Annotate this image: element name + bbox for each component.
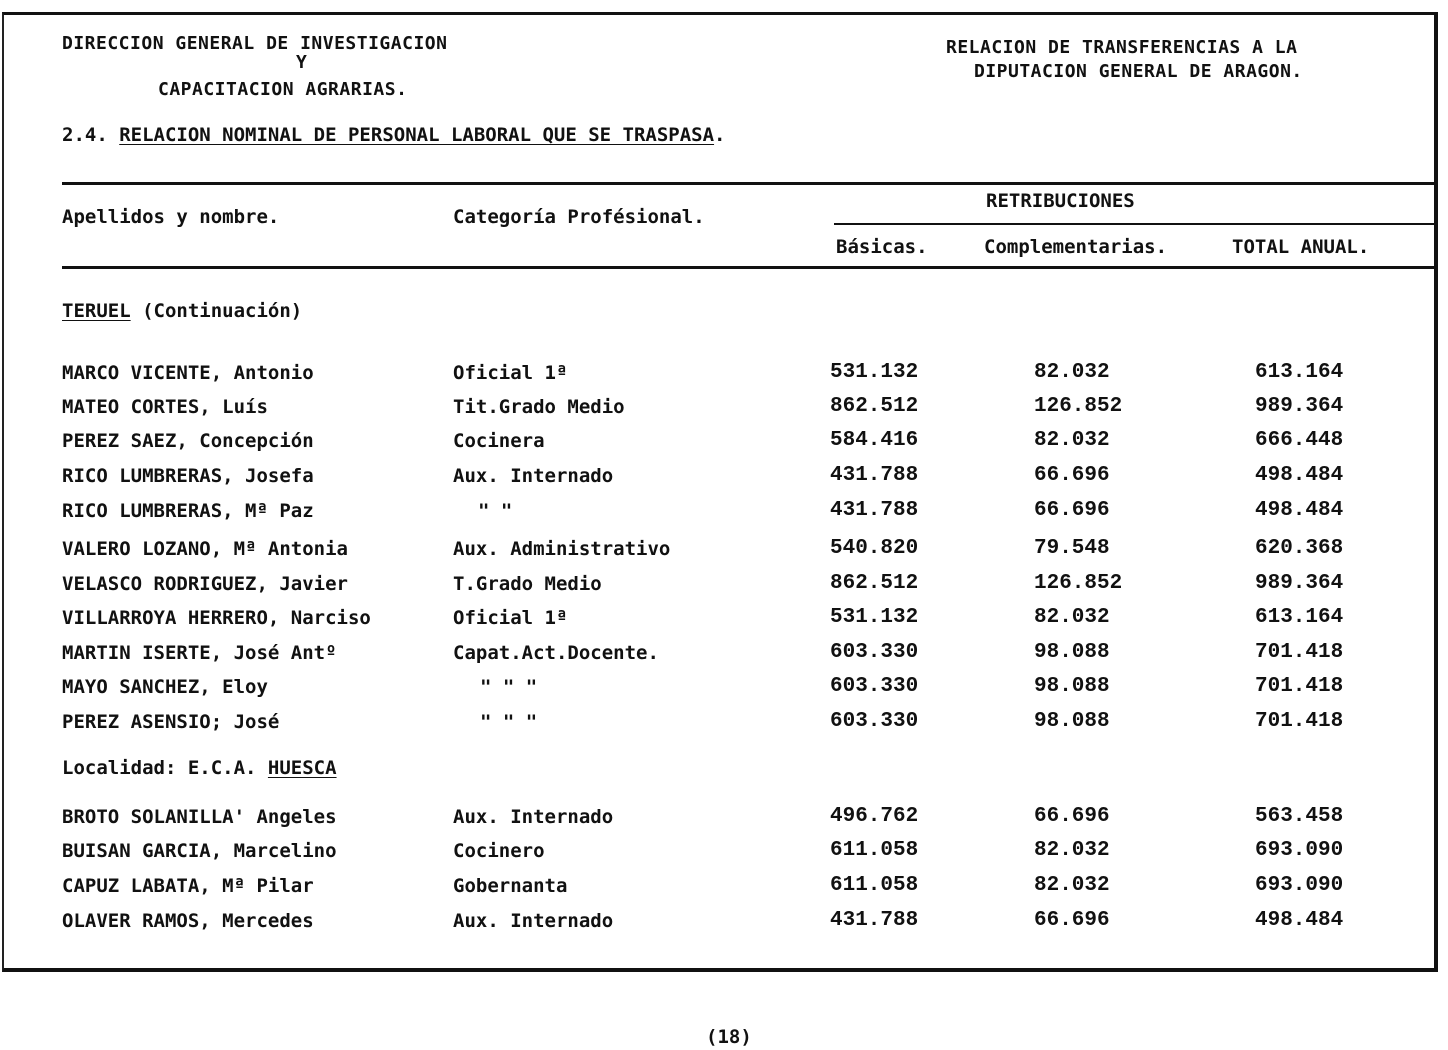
header-left-line3: CAPACITACION AGRARIAS. — [158, 79, 408, 100]
total-annual: 989.364 — [1255, 572, 1344, 595]
complementary-salary: 66.696 — [1034, 909, 1110, 932]
basic-salary: 540.820 — [830, 537, 919, 560]
table-top-rule — [62, 182, 1438, 185]
employee-category: Aux. Internado — [453, 910, 614, 932]
table-row — [0, 875, 1448, 909]
header-right-line2: DIPUTACION GENERAL DE ARAGON. — [974, 61, 1303, 82]
employee-name: MATEO CORTES, Luís — [62, 396, 268, 418]
section-teruel-place: TERUEL — [62, 300, 131, 322]
employee-name: CAPUZ LABATA, Mª Pilar — [62, 875, 314, 897]
employee-name: MARTIN ISERTE, José Antº — [62, 642, 337, 664]
basic-salary: 603.330 — [830, 675, 919, 698]
employee-category: Oficial 1ª — [453, 362, 568, 384]
table-row — [0, 396, 1448, 430]
total-annual: 693.090 — [1255, 874, 1344, 897]
table-row — [0, 362, 1448, 396]
employee-name: MAYO SANCHEZ, Eloy — [62, 676, 268, 698]
table-row — [0, 806, 1448, 840]
column-header-name: Apellidos y nombre. — [62, 206, 280, 228]
complementary-salary: 98.088 — [1034, 641, 1110, 664]
header-left-line2: Y — [296, 52, 308, 73]
header-left-line1: DIRECCION GENERAL DE INVESTIGACION — [62, 33, 448, 54]
table-row — [0, 711, 1448, 745]
employee-name: MARCO VICENTE, Antonio — [62, 362, 314, 384]
section-teruel-note: (Continuación) — [142, 300, 303, 322]
employee-category: Aux. Internado — [453, 806, 614, 828]
complementary-salary: 126.852 — [1034, 395, 1123, 418]
complementary-salary: 82.032 — [1034, 874, 1110, 897]
basic-salary: 496.762 — [830, 805, 919, 828]
employee-name: OLAVER RAMOS, Mercedes — [62, 910, 314, 932]
section-huesca-heading — [62, 757, 337, 779]
employee-category: " " — [478, 500, 513, 522]
complementary-salary: 126.852 — [1034, 572, 1123, 595]
employee-category: " " " — [480, 676, 538, 698]
employee-category: Aux. Internado — [453, 465, 614, 487]
table-row — [0, 607, 1448, 641]
table-row — [0, 910, 1448, 944]
page-number: (18) — [706, 1026, 752, 1048]
total-annual: 613.164 — [1255, 606, 1344, 629]
employee-category: Gobernanta — [453, 875, 568, 897]
basic-salary: 603.330 — [830, 710, 919, 733]
complementary-salary: 79.548 — [1034, 537, 1110, 560]
basic-salary: 531.132 — [830, 361, 919, 384]
header-right-line1: RELACION DE TRANSFERENCIAS A LA — [946, 37, 1298, 58]
total-annual: 989.364 — [1255, 395, 1344, 418]
employee-name: RICO LUMBRERAS, Josefa — [62, 465, 314, 487]
employee-category: Cocinera — [453, 430, 545, 452]
table-row — [0, 573, 1448, 607]
basic-salary: 431.788 — [830, 464, 919, 487]
table-row — [0, 430, 1448, 464]
table-header-bottom-rule — [62, 266, 1438, 269]
table-row — [0, 500, 1448, 534]
column-header-total: TOTAL ANUAL. — [1232, 236, 1370, 258]
employee-name: BROTO SOLANILLA' Angeles — [62, 806, 337, 828]
total-annual: 701.418 — [1255, 675, 1344, 698]
complementary-salary: 66.696 — [1034, 464, 1110, 487]
section-teruel-heading — [62, 300, 302, 322]
table-row — [0, 538, 1448, 572]
basic-salary: 531.132 — [830, 606, 919, 629]
column-header-category: Categoría Profésional. — [453, 206, 705, 228]
column-header-complementary: Complementarias. — [984, 236, 1168, 258]
basic-salary: 611.058 — [830, 839, 919, 862]
total-annual: 498.484 — [1255, 909, 1344, 932]
section-title: RELACION NOMINAL DE PERSONAL LABORAL QUE SE TRASPASA — [119, 124, 715, 146]
basic-salary: 584.416 — [830, 429, 919, 452]
complementary-salary: 82.032 — [1034, 839, 1110, 862]
employee-name: PEREZ ASENSIO; José — [62, 711, 280, 733]
employee-category: Cocinero — [453, 840, 545, 862]
section-huesca-place: HUESCA — [267, 757, 337, 779]
employee-category: Oficial 1ª — [453, 607, 568, 629]
employee-name: BUISAN GARCIA, Marcelino — [62, 840, 337, 862]
column-header-basic: Básicas. — [836, 236, 928, 258]
total-annual: 563.458 — [1255, 805, 1344, 828]
total-annual: 613.164 — [1255, 361, 1344, 384]
employee-name: VALERO LOZANO, Mª Antonia — [62, 538, 348, 560]
employee-category: " " " — [480, 711, 538, 733]
table-row — [0, 465, 1448, 499]
table-row — [0, 840, 1448, 874]
total-annual: 693.090 — [1255, 839, 1344, 862]
total-annual: 666.448 — [1255, 429, 1344, 452]
complementary-salary: 98.088 — [1034, 710, 1110, 733]
employee-category: T.Grado Medio — [453, 573, 602, 595]
complementary-salary: 98.088 — [1034, 675, 1110, 698]
section-huesca-label: Localidad: E.C.A. — [62, 757, 257, 779]
complementary-salary: 82.032 — [1034, 361, 1110, 384]
section-heading — [62, 124, 726, 146]
basic-salary: 431.788 — [830, 909, 919, 932]
column-group-header-retribuciones: RETRIBUCIONES — [986, 190, 1135, 212]
section-number: 2.4. — [62, 124, 108, 146]
employee-name: VELASCO RODRIGUEZ, Javier — [62, 573, 348, 595]
basic-salary: 611.058 — [830, 874, 919, 897]
complementary-salary: 66.696 — [1034, 499, 1110, 522]
employee-name: PEREZ SAEZ, Concepción — [62, 430, 314, 452]
table-row — [0, 676, 1448, 710]
table-row — [0, 642, 1448, 676]
total-annual: 620.368 — [1255, 537, 1344, 560]
group-header-rule — [834, 223, 1438, 225]
basic-salary: 862.512 — [830, 572, 919, 595]
total-annual: 498.484 — [1255, 499, 1344, 522]
basic-salary: 862.512 — [830, 395, 919, 418]
total-annual: 701.418 — [1255, 710, 1344, 733]
complementary-salary: 82.032 — [1034, 429, 1110, 452]
employee-category: Tit.Grado Medio — [453, 396, 625, 418]
complementary-salary: 82.032 — [1034, 606, 1110, 629]
employee-name: VILLARROYA HERRERO, Narciso — [62, 607, 371, 629]
employee-category: Capat.Act.Docente. — [453, 642, 659, 664]
employee-category: Aux. Administrativo — [453, 538, 671, 560]
section-title-end: . — [714, 124, 726, 146]
complementary-salary: 66.696 — [1034, 805, 1110, 828]
total-annual: 498.484 — [1255, 464, 1344, 487]
employee-name: RICO LUMBRERAS, Mª Paz — [62, 500, 314, 522]
basic-salary: 431.788 — [830, 499, 919, 522]
total-annual: 701.418 — [1255, 641, 1344, 664]
basic-salary: 603.330 — [830, 641, 919, 664]
